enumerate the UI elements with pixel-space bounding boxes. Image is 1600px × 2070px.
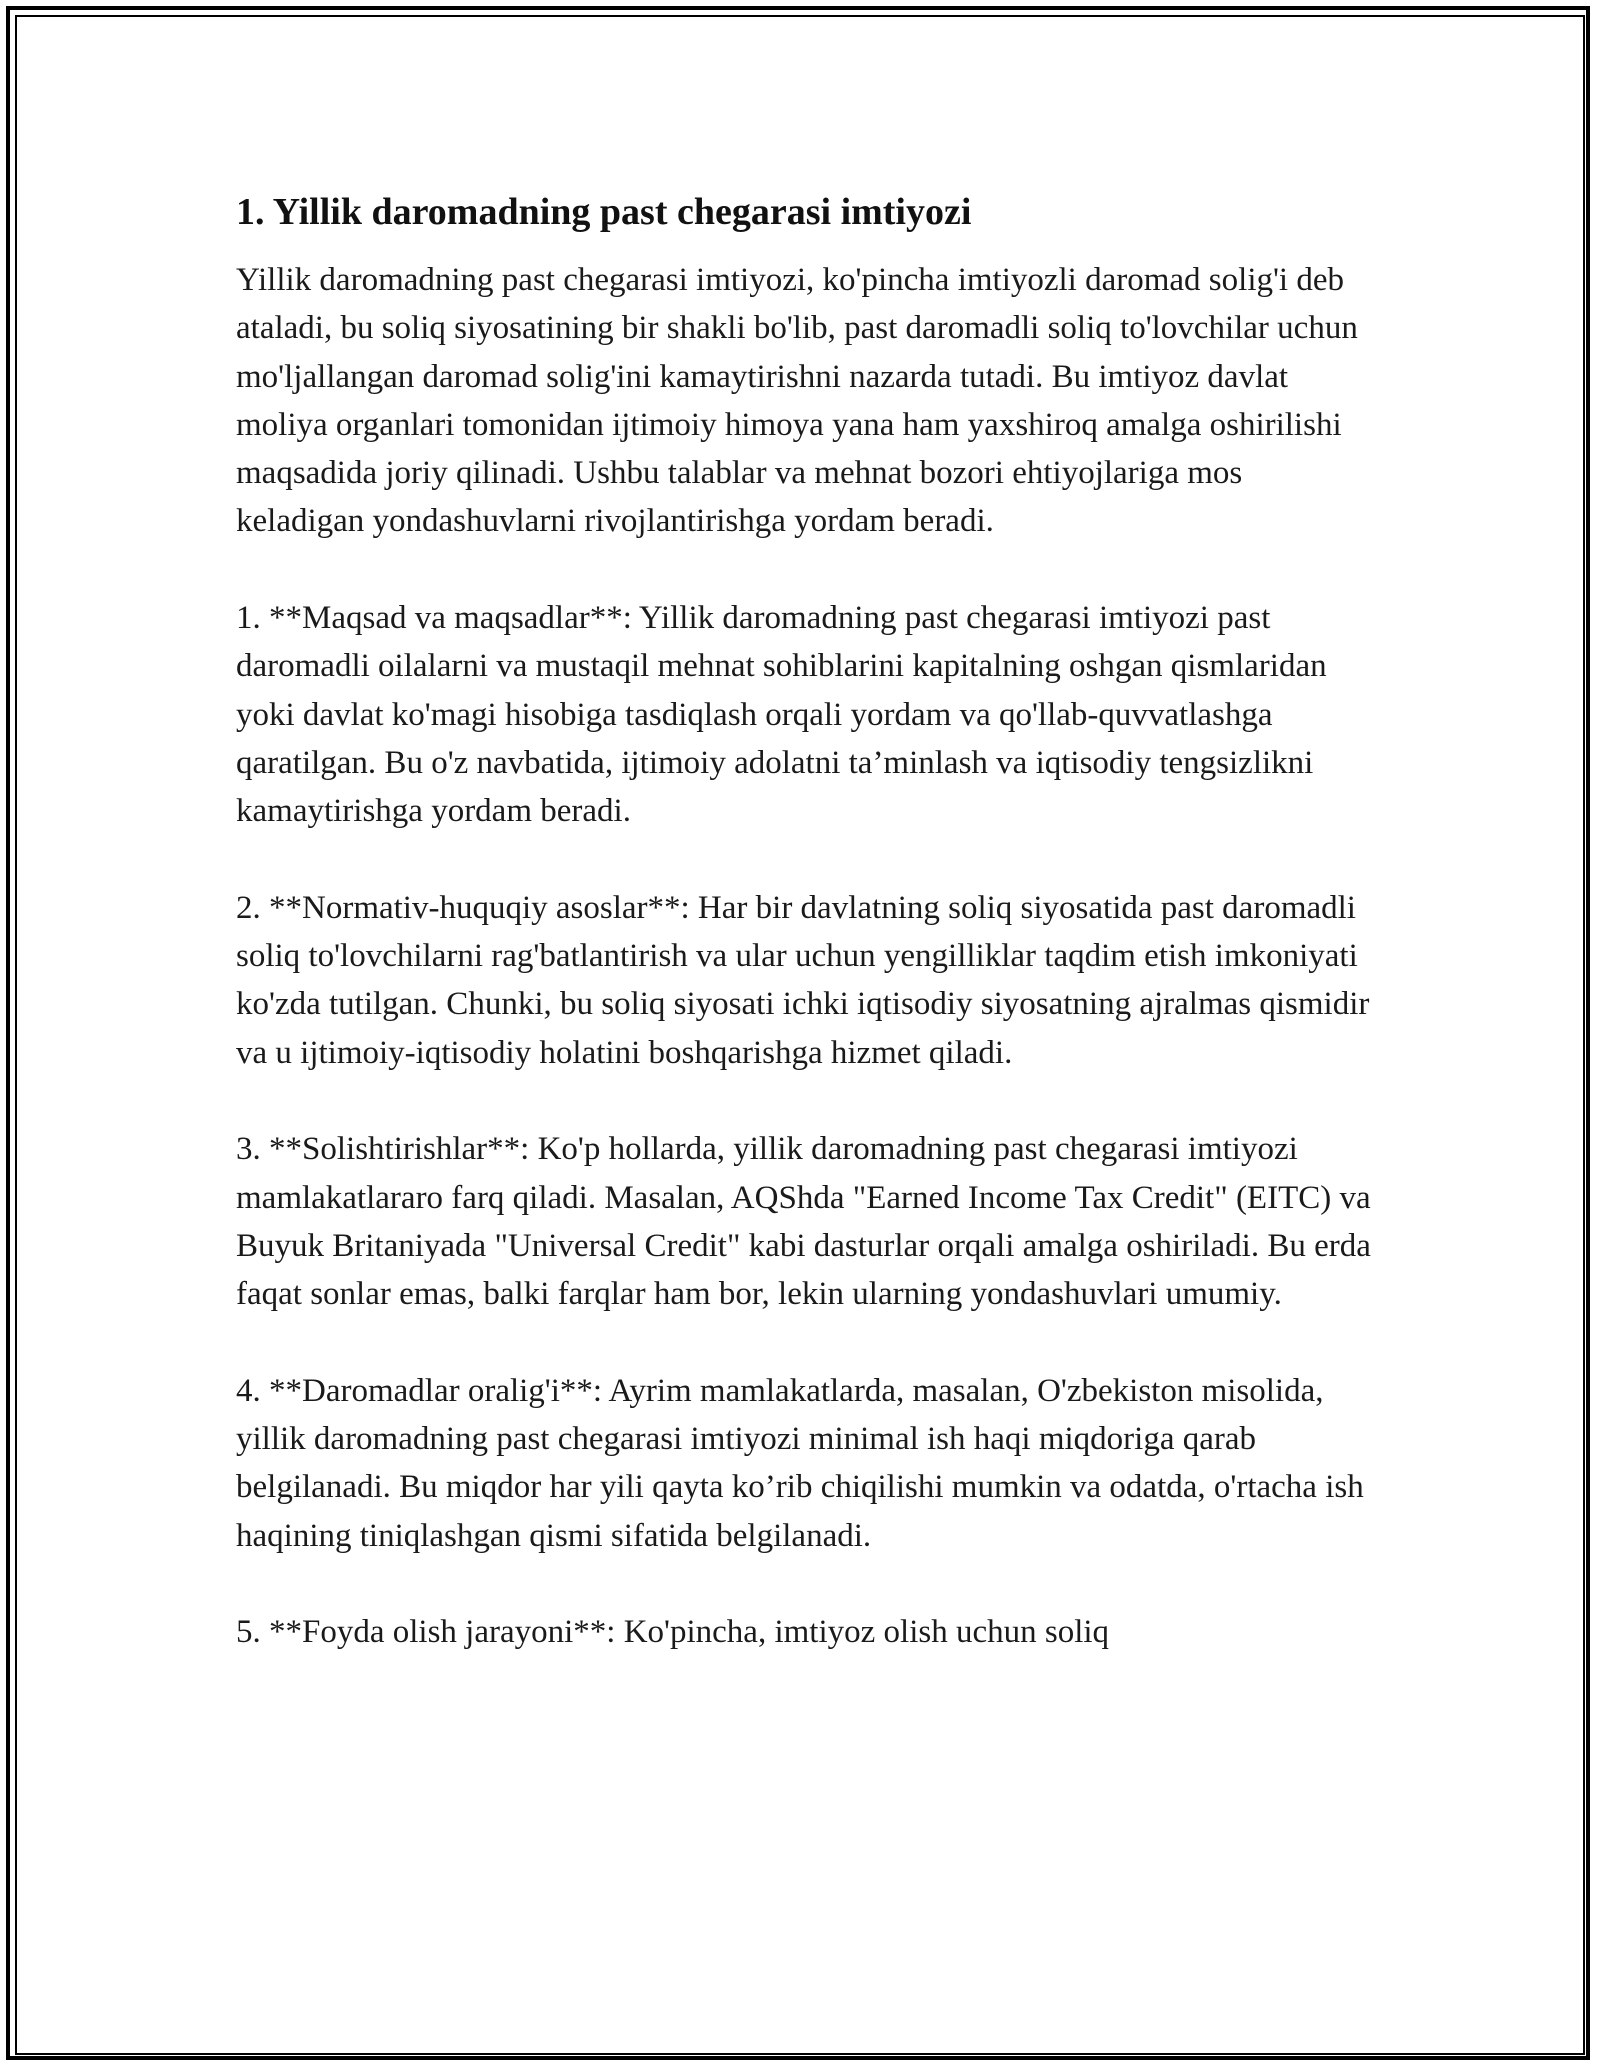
- paragraph-item-4: 4. **Daromadlar oralig'i**: Ayrim mamlakatlarda, masalan, O'zbekiston misolida, yillik daromadning past chegarasi imtiyozi minimal ish haqi miqdoriga qarab belgilanadi. Bu miqdor har yili qayta ko’rib chiqilishi mumkin va odatda, o'rtacha ish haqining tiniqlashgan qismi sifatida belgilanadi.: [236, 1372, 1364, 1554]
- paragraph-intro: Yillik daromadning past chegarasi imtiyozi, ko'pincha imtiyozli daromad solig'i deb ataladi, bu soliq siyosatining bir shakli bo'lib, past daromadli soliq to'lovchilar uchun mo'ljallangan daromad solig'ini kamaytirishni nazarda tutadi. Bu imtiyoz davlat moliya organlari tomonidan ijtimoiy himoya yana ham yaxshiroq amalga oshirilishi maqsadida joriy qilinadi. Ushbu talablar va mehnat bozori ehtiyojlariga mos keladigan yondashuvlarni rivojlantirishga yordam beradi.: [236, 262, 1358, 540]
- paragraph-item-2: 2. **Normativ-huquqiy asoslar**: Har bir davlatning soliq siyosatida past daromadli soliq to'lovchilarni rag'batlantirish va ular uchun yengilliklar taqdim etish imkoniyati ko'zda tutilgan. Chunki, bu soliq siyosati ichki iqtisodiy siyosatning ajralmas qismidir va u ijtimoiy-iqtisodiy holatini boshqarishga hizmet qiladi.: [236, 889, 1370, 1071]
- paragraph-item-5: 5. **Foyda olish jarayoni**: Ko'pincha, imtiyoz olish uchun soliq: [236, 1614, 1110, 1651]
- page-title: 1. Yillik daromadning past chegarasi imtiyozi: [236, 191, 972, 233]
- paragraph-item-3: 3. **Solishtirishlar**: Ko'p hollarda, yillik daromadning past chegarasi imtiyozi mamlakatlararo farq qiladi. Masalan, AQShda "Earned Income Tax Credit" (EITC) va Buyuk Britaniyada "Universal Credit" kabi dasturlar orqali amalga oshiriladi. Bu erda faqat sonlar emas, balki farqlar ham bor, lekin ularning yondashuvlari umumiy.: [236, 1131, 1371, 1313]
- paragraph-item-1: 1. **Maqsad va maqsadlar**: Yillik daromadning past chegarasi imtiyozi past daromadli oilalarni va mustaqil mehnat sohiblarini kapitalning oshgan qismlaridan yoki davlat ko'magi hisobiga tasdiqlash orqali yordam va qo'llab-quvvatlashga qaratilgan. Bu o'z navbatida, ijtimoiy adolatni ta’minlash va iqtisodiy tengsizlikni kamaytirishga yordam beradi.: [236, 600, 1327, 830]
- document-body: [236, 188, 1376, 1657]
